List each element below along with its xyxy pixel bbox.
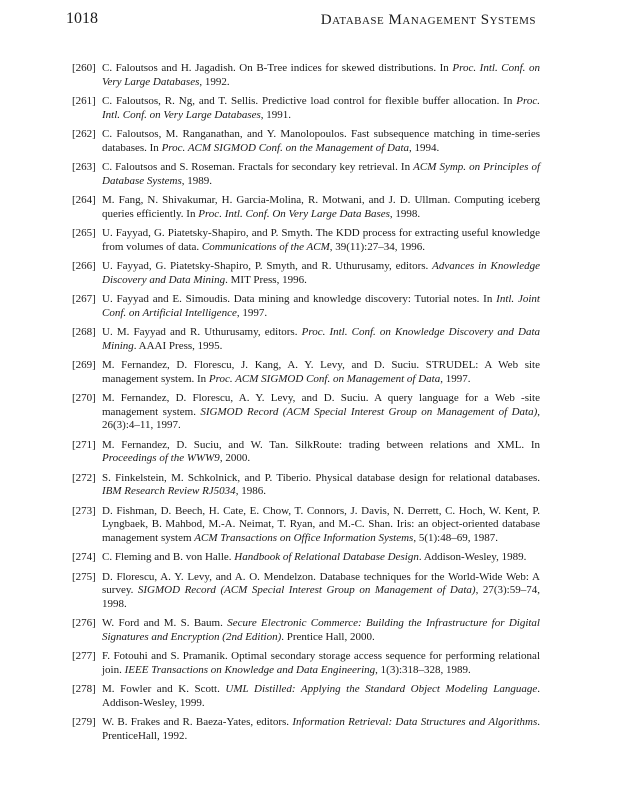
reference-entry [72,551,540,565]
reference-number: [263] [72,161,96,173]
reference-number: [260] [72,62,96,74]
reference-text: D. Florescu, A. Y. Levy, and A. O. Mendelzon. Database techniques for the World-Wide Web: A survey. [102,570,540,596]
reference-entry [72,227,540,254]
reference-venue: Handbook of Relational Database Design [234,551,419,563]
reference-text: , 2000. [219,452,251,464]
reference-list [72,62,540,749]
reference-text: , 1998. [389,207,421,220]
reference-venue: Proc. Intl. Conf. on Knowledge Discovery and Data Mining [102,326,541,352]
reference-text: W. B. Frakes and R. Baeza-Yates, editors. [102,716,293,728]
reference-text: . PrenticeHall, 1992. [102,716,541,742]
page-number: 1018 [66,10,98,27]
reference-venue: Proc. Intl. Conf. on Very Large Databases [102,95,540,121]
reference-text: M. Fowler and K. Scott. [102,683,226,695]
reference-text: C. Faloutsos and H. Jagadish. On B-Tree indices for skewed distributions. In [102,62,453,74]
reference-venue: ACM Symp. on Principles of Database Systems [102,161,541,187]
reference-entry [72,650,540,677]
reference-entry [72,571,540,612]
reference-number: [266] [72,260,96,272]
reference-number: [267] [72,293,96,305]
reference-text: U. M. Fayyad and R. Uthurusamy, editors. [102,326,302,338]
reference-venue: UML Distilled: Applying the Standard Object Modeling Language [225,683,538,695]
reference-text: . Addison-Wesley, 1989. [418,551,527,563]
reference-number: [275] [72,570,96,583]
reference-venue: Intl. Joint Conf. on Artificial Intelligence [102,293,540,319]
reference-venue: Proc. ACM SIGMOD Conf. on Management of Data [208,372,441,385]
reference-text: , 1(3):318–328, 1989. [375,663,471,676]
reference-entry [72,359,540,386]
reference-entry [72,439,540,466]
reference-entry [72,716,540,743]
reference-text: C. Faloutsos, R. Ng, and T. Sellis. Predictive load control for flexible buffer allocation. In [102,95,517,107]
reference-number: [278] [72,683,96,695]
reference-text: , 1989. [181,174,212,187]
reference-number: [279] [72,716,96,728]
reference-number: [277] [72,650,96,662]
reference-entry [72,62,540,89]
reference-text: C. Faloutsos, M. Ranganathan, and Y. Manolopoulos. Fast subsequence matching in time-series databases. In [102,128,540,154]
reference-venue: SIGMOD Record (ACM Special Interest Group on Management of Data) [200,405,538,418]
reference-text: , 1986. [235,485,266,497]
reference-text: M. Fernandez, D. Florescu, J. Kang, A. Y. Levy, and D. Suciu. STRUDEL: A Web site management system. In [102,359,540,385]
reference-venue: Proc. ACM SIGMOD Conf. on the Management of Data [161,141,410,154]
reference-text: . AAAI Press, 1995. [133,339,223,352]
reference-entry [72,326,540,353]
reference-text: . MIT Press, 1996. [225,273,307,286]
reference-entry [72,472,540,499]
reference-text: C. Fleming and B. von Halle. [102,551,235,563]
reference-venue: Communications of the ACM [201,240,330,253]
reference-text: D. Fishman, D. Beech, H. Cate, E. Chow, T. Connors, J. Davis, N. Derrett, C. Hoch, W. Kent, P. Lyngbaek, B. Mahbod, M.-A. Neimat, T. Ryan, and M.-C. Shan. Iris: an object-oriented database management system [102,504,540,544]
reference-text: U. Fayyad, G. Piatetsky-Shapiro, and P. Smyth. The KDD process for extracting useful knowledge from volumes of data. [102,227,540,253]
reference-number: [261] [72,95,96,107]
reference-entry [72,293,540,320]
reference-number: [268] [72,326,96,338]
reference-entry [72,505,540,546]
reference-text: . Addison-Wesley, 1999. [102,683,541,709]
reference-text: C. Faloutsos and S. Roseman. Fractals for secondary key retrieval. In [102,161,414,173]
reference-venue: Proceedings of the WWW9 [102,452,220,464]
reference-number: [274] [72,551,96,563]
reference-number: [269] [72,359,96,371]
reference-number: [270] [72,392,96,404]
reference-entry [72,617,540,644]
reference-number: [262] [72,128,96,140]
reference-venue: IEEE Transactions on Knowledge and Data Engineering [124,663,376,676]
reference-entry [72,128,540,155]
reference-text: , 1994. [409,141,440,154]
reference-text: , 5(1):48–69, 1987. [413,531,498,544]
reference-number: [271] [72,438,96,451]
reference-number: [265] [72,227,96,239]
reference-text: , 1992. [199,75,230,88]
reference-text: . Prentice Hall, 2000. [281,630,375,643]
reference-text: , 1997. [236,306,268,319]
reference-venue: Information Retrieval: Data Structures and Algorithms [292,716,538,728]
reference-entry [72,392,540,433]
reference-entry [72,194,540,221]
reference-entry [72,95,540,122]
reference-entry [72,260,540,287]
reference-text: F. Fotouhi and S. Pramanik. Optimal secondary storage access sequence for performing relational join. [102,650,540,676]
reference-venue: SIGMOD Record (ACM Special Interest Group on Management of Data) [137,584,476,596]
reference-text: M. Fernandez, D. Suciu, and W. Tan. SilkRoute: trading between relations and XML. In [102,438,540,451]
reference-number: [276] [72,617,96,629]
reference-text: S. Finkelstein, M. Schkolnick, and P. Tiberio. Physical database design for relational databases. [102,471,540,484]
reference-venue: Secure Electronic Commerce: Building the Infrastructure for Digital Signatures and Encryption (2nd Edition) [102,617,540,643]
running-title: Database Management Systems [320,12,536,28]
reference-text: , 26(3):4–11, 1997. [102,405,540,431]
reference-entry [72,161,540,188]
reference-venue: Proc. Intl. Conf. On Very Large Data Bases [198,207,390,220]
reference-text: U. Fayyad, G. Piatetsky-Shapiro, P. Smyth, and R. Uthurusamy, editors. [102,260,433,272]
reference-text: M. Fang, N. Shivakumar, H. Garcia-Molina, R. Motwani, and J. D. Ullman. Computing iceberg queries efficiently. In [102,194,540,220]
reference-venue: Proc. Intl. Conf. on Very Large Databases [102,62,540,88]
reference-venue: Advances in Knowledge Discovery and Data Mining [102,260,540,286]
reference-text: M. Fernandez, D. Florescu, A. Y. Levy, and D. Suciu. A query language for a Web -site management system. [102,392,540,418]
reference-text: W. Ford and M. S. Baum. [102,617,228,629]
reference-text: , 27(3):59–74, 1998. [102,584,540,610]
reference-text: , 39(11):27–34, 1996. [329,240,425,253]
reference-number: [273] [72,504,96,517]
reference-venue: IBM Research Review RJ5034 [102,485,236,497]
reference-venue: ACM Transactions on Office Information Systems [194,531,414,544]
reference-text: , 1991. [260,108,292,121]
reference-text: , 1997. [440,372,471,385]
reference-number: [264] [72,194,96,206]
reference-number: [272] [72,471,96,484]
reference-entry [72,683,540,710]
reference-text: U. Fayyad and E. Simoudis. Data mining and knowledge discovery: Tutorial notes. In [102,293,497,305]
